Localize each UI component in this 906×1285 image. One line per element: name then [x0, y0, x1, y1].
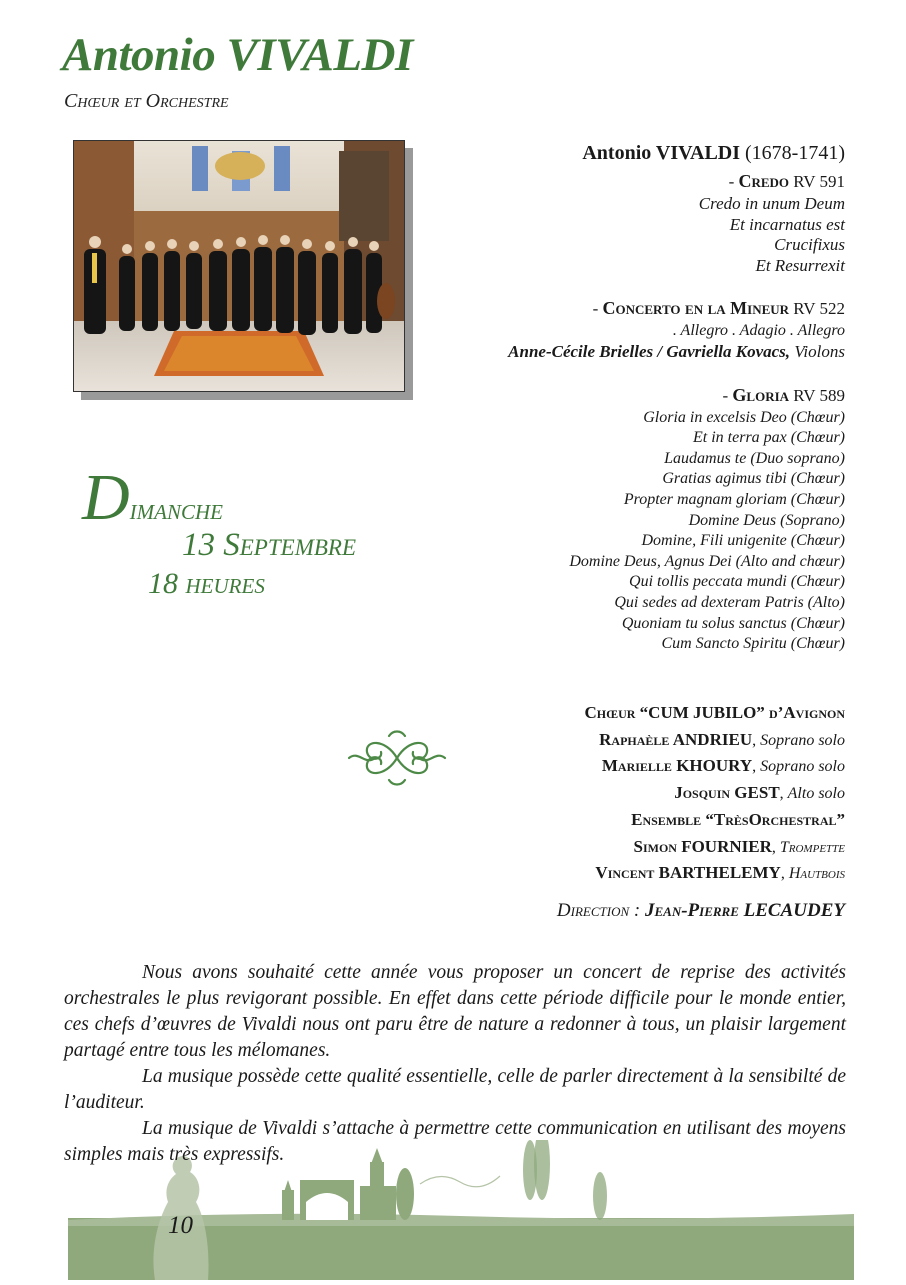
choir-name: Chœur “CUM JUBILO” d’Avignon	[584, 703, 845, 722]
movement: Gloria in excelsis Deo (Chœur)	[643, 408, 845, 426]
paragraph: La musique possède cette qualité essentielle, celle de parler directement à la sensibilté de l’auditeur.	[64, 1066, 846, 1113]
ensemble-photo	[73, 140, 405, 392]
event-day-rest: imanche	[129, 493, 223, 526]
movement: Quoniam tu solus sanctus (Chœur)	[621, 614, 845, 632]
soloist-name: Josquin GEST	[674, 783, 780, 803]
work-title: Credo	[738, 171, 790, 191]
movement: Credo in unum Deum	[698, 194, 845, 213]
instrumentalist-role: Hautbois	[788, 865, 845, 883]
page-title: Antonio VIVALDI	[62, 29, 413, 81]
soloist-row: Josquin GEST, Alto solo	[674, 783, 845, 803]
page-subtitle: Chœur et Orchestre	[64, 90, 229, 112]
soloist-name: Marielle KHOURY	[601, 756, 753, 776]
instrumentalist-role: Trompette	[779, 838, 845, 856]
church-interior-illustration	[74, 141, 404, 391]
soloist-role: Alto solo	[787, 785, 845, 803]
intro-text	[64, 960, 846, 1168]
performers-role: Violons	[794, 341, 845, 361]
soloist-row: Marielle KHOURY, Soprano solo	[601, 756, 845, 776]
movement: Domine Deus (Soprano)	[688, 511, 845, 529]
composer-name: Antonio VIVALDI	[582, 142, 741, 164]
soloist-role: Soprano solo	[760, 731, 845, 749]
movement: Et incarnatus est	[729, 214, 845, 234]
ensemble-name: Ensemble “TrèsOrchestral”	[631, 809, 845, 829]
photo-frame	[73, 140, 405, 392]
page-number: 10	[168, 1212, 193, 1239]
paragraph: Nous avons souhaité cette année vous proposer un concert de reprise des activités orchestrales le plus revigorant possible. En effet dans cette période difficile pour le monde entier, ces chefs d’œuvres de Vivaldi nous ont paru être de nature a redonner à tous, un plaisir largement partagé entre tous les mélomanes.	[64, 962, 846, 1061]
movement: . Allegro . Adagio . Allegro	[672, 322, 845, 340]
director-name: Jean-Pierre LECAUDEY	[644, 900, 845, 921]
movement: Et in terra pax (Chœur)	[693, 429, 845, 447]
performers-names: Anne-Cécile Brielles / Gavriella Kovacs,	[508, 341, 791, 361]
work-prefix: -	[728, 172, 739, 191]
work-catalog: RV 522	[793, 299, 845, 319]
movement: Domine, Fili unigenite (Chœur)	[641, 532, 845, 550]
movement: Cum Sancto Spiritu (Chœur)	[661, 635, 845, 653]
movement: Qui sedes ad dexteram Patris (Alto)	[614, 593, 845, 611]
direction-line	[557, 900, 845, 922]
work-prefix: -	[592, 299, 603, 319]
direction-label: Direction :	[556, 900, 641, 921]
instrumentalist-row: Vincent BARTHELEMY, Hautbois	[595, 863, 845, 883]
instrumentalist-row: Simon FOURNIER, Trompette	[633, 836, 845, 856]
work-catalog: RV 589	[793, 385, 845, 405]
movement: Propter magnam gloriam (Chœur)	[623, 490, 845, 508]
composer-heading	[425, 142, 845, 165]
work-title: Concerto en la Mineur	[602, 298, 790, 319]
work-gloria	[425, 383, 845, 408]
work-credo	[425, 169, 845, 194]
work-catalog: RV 591	[793, 172, 845, 191]
program-listing	[425, 142, 845, 655]
instrumentalist-name: Vincent BARTHELEMY	[595, 863, 781, 883]
event-day-initial: D	[82, 461, 130, 534]
movement: Crucifixus	[774, 235, 845, 255]
work-concerto	[425, 296, 845, 321]
instrumentalist-name: Simon FOURNIER	[633, 836, 772, 856]
event-time: 18 heures	[148, 567, 265, 600]
event-date: 13 Septembre	[182, 527, 356, 563]
movement: Domine Deus, Agnus Dei (Alto and chœur)	[569, 552, 845, 570]
movement: Gratias agimus tibi (Chœur)	[662, 470, 845, 488]
paragraph: La musique de Vivaldi s’attache à permettre cette communication en utilisant des moyens simples mais très expressifs.	[64, 1118, 846, 1165]
event-day	[82, 461, 223, 534]
movement: Qui tollis peccata mundi (Chœur)	[629, 573, 845, 591]
movement: Et Resurrexit	[755, 255, 845, 275]
soloist-row: Raphaèle ANDRIEU, Soprano solo	[599, 729, 845, 749]
soloist-role: Soprano solo	[760, 758, 845, 776]
cast-list	[425, 700, 845, 887]
work-title: Gloria	[732, 384, 790, 405]
movement: Laudamus te (Duo soprano)	[664, 449, 845, 467]
work-prefix: -	[722, 385, 733, 405]
soloist-name: Raphaèle ANDRIEU	[599, 729, 753, 749]
composer-years: (1678-1741)	[745, 142, 845, 164]
performers-line	[425, 342, 845, 363]
